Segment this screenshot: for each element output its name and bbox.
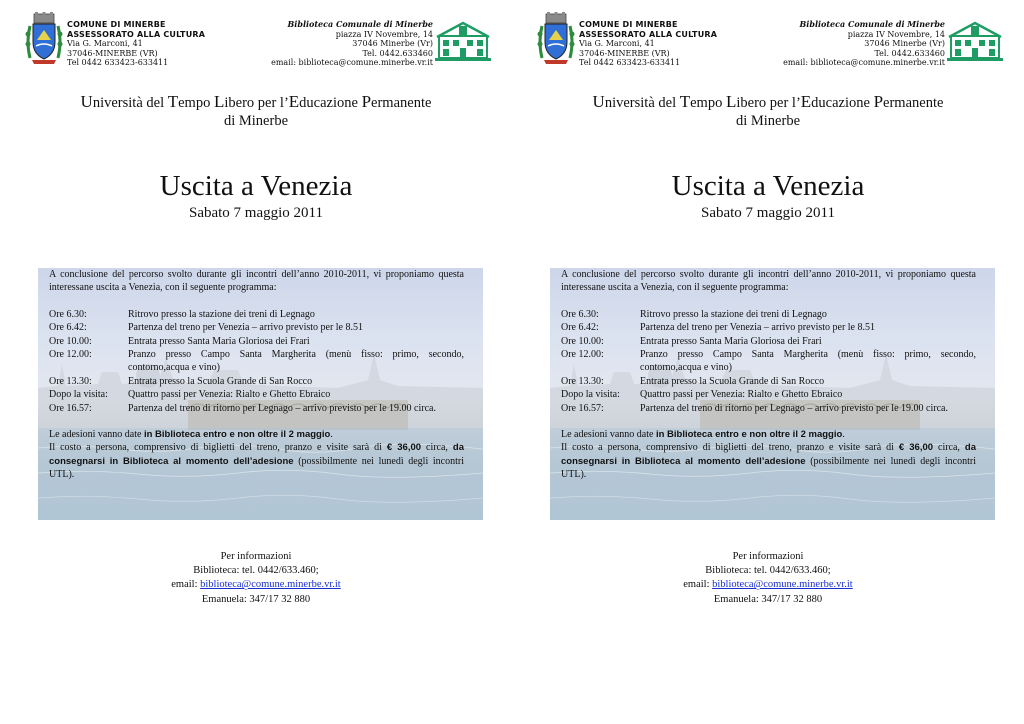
library-name: Biblioteca Comunale di Minerbe	[287, 19, 433, 29]
university-initial: L	[213, 92, 225, 111]
library-header	[762, 20, 945, 68]
library-header	[250, 20, 433, 68]
comune-header	[67, 20, 267, 68]
schedule-description: Entrata presso Santa Maria Gloriosa dei Frari	[640, 335, 822, 347]
schedule-row	[49, 308, 464, 321]
contact-info	[40, 550, 472, 607]
library-city: 37046 Minerbe (Vr)	[352, 39, 433, 49]
email-link[interactable]: biblioteca@comune.minerbe.vr.it	[200, 579, 341, 591]
university-word: ibero per l’	[224, 95, 289, 111]
schedule-row	[561, 348, 976, 375]
schedule-time: Ore 12.00:	[49, 349, 92, 361]
library-city: 37046 Minerbe (Vr)	[864, 39, 945, 49]
university-word: niversità del	[92, 95, 168, 111]
university-initial: E	[800, 92, 812, 111]
schedule-time: Ore 12.00:	[561, 349, 604, 361]
university-word: ermanente	[883, 95, 944, 111]
email-link[interactable]: biblioteca@comune.minerbe.vr.it	[712, 579, 853, 591]
comune-crest-icon	[536, 12, 576, 66]
university-heading	[552, 93, 984, 130]
schedule-description: Ritrovo presso la stazione dei treni di Legnago	[640, 308, 827, 320]
schedule-time: Ore 13.30:	[49, 375, 92, 387]
flyer-right	[512, 0, 1024, 724]
costo-note: Il costo a persona, comprensivo di biglietti del treno, pranzo e visite sarà di € 36,00 circa, da consegnarsi in Biblioteca al momento dell’adesione (possibilmente nei lunedì degli incontri UTL).	[561, 442, 977, 481]
program-section	[561, 268, 976, 482]
schedule-description: Entrata presso Santa Maria Gloriosa dei Frari	[128, 335, 310, 347]
event-title: Uscita a Venezia	[159, 170, 353, 202]
info-biblioteca: Biblioteca: tel. 0442/633.460;	[705, 565, 831, 577]
university-word: niversità del	[604, 95, 680, 111]
university-word: ducazione	[299, 95, 362, 111]
library-name: Biblioteca Comunale di Minerbe	[799, 19, 945, 29]
university-word: empo	[690, 95, 726, 111]
contact-info	[552, 550, 984, 607]
university-heading	[40, 93, 472, 130]
consegna-note: da consegnarsi in Biblioteca al momento dell’adesione	[561, 442, 977, 467]
comune-tel: Tel 0442 633423-633411	[67, 58, 169, 68]
schedule-row	[561, 308, 976, 321]
comune-address: Via G. Marconi, 41	[579, 39, 655, 49]
schedule-description: Partenza del treno per Venezia – arrivo previsto per le 8.51	[128, 322, 363, 334]
event-date: Sabato 7 maggio 2011	[700, 205, 835, 221]
university-word: ducazione	[811, 95, 874, 111]
university-name	[40, 93, 472, 112]
library-address: piazza IV Novembre, 14	[847, 29, 945, 39]
event-title: Uscita a Venezia	[671, 170, 865, 202]
schedule-time: Ore 6.30:	[561, 308, 599, 320]
program-section	[49, 268, 464, 482]
costo-note: Il costo a persona, comprensivo di biglietti del treno, pranzo e visite sarà di € 36,00 circa, da consegnarsi in Biblioteca al momento dell’adesione (possibilmente nei lunedì degli incontri UTL).	[49, 442, 465, 481]
schedule-time: Ore 6.42:	[49, 322, 87, 334]
adesioni-block	[561, 428, 976, 482]
library-tel: Tel. 0442.633460	[874, 48, 945, 58]
info-biblioteca: Biblioteca: tel. 0442/633.460;	[193, 565, 319, 577]
comune-name: COMUNE DI MINERBE	[579, 20, 678, 29]
schedule-time: Ore 10.00:	[49, 335, 92, 347]
schedule-row	[49, 402, 464, 415]
schedule-description: Partenza del treno di ritorno per Legnago – arrivo previsto per le 19.00 circa.	[128, 402, 436, 414]
university-initial: E	[288, 92, 300, 111]
comune-address: Via G. Marconi, 41	[67, 39, 143, 49]
adesioni-deadline: in Biblioteca entro e non oltre il 2 maggio	[655, 429, 843, 441]
schedule-time: Ore 13.30:	[561, 375, 604, 387]
schedule-description: Entrata presso la Scuola Grande di San Rocco	[640, 375, 825, 387]
schedule-time: Dopo la visita:	[561, 389, 620, 401]
comune-tel: Tel 0442 633423-633411	[579, 58, 681, 68]
schedule-row	[561, 321, 976, 334]
schedule-list	[49, 308, 464, 415]
library-email: email: biblioteca@comune.minerbe.vr.it	[783, 58, 945, 68]
schedule-row	[561, 388, 976, 401]
schedule-description: Ritrovo presso la stazione dei treni di Legnago	[128, 308, 315, 320]
consegna-note: da consegnarsi in Biblioteca al momento dell’adesione	[49, 442, 465, 467]
library-building-logo-icon	[435, 20, 491, 62]
adesioni-block	[49, 428, 464, 482]
adesioni-note: Le adesioni vanno date in Biblioteca entro e non oltre il 2 maggio.	[561, 429, 845, 441]
university-initial: U	[592, 92, 605, 111]
schedule-time: Dopo la visita:	[49, 389, 108, 401]
comune-city: 37046-MINERBE (VR)	[67, 48, 158, 58]
comune-crest-icon	[24, 12, 64, 66]
university-name	[552, 93, 984, 112]
schedule-description: Partenza del treno per Venezia – arrivo previsto per le 8.51	[640, 322, 875, 334]
schedule-time: Ore 10.00:	[561, 335, 604, 347]
adesioni-deadline: in Biblioteca entro e non oltre il 2 maggio	[143, 429, 331, 441]
assessorato-name: ASSESSORATO ALLA CULTURA	[579, 29, 718, 39]
event-date: Sabato 7 maggio 2011	[188, 205, 323, 221]
comune-header	[579, 20, 779, 68]
library-building-logo-icon	[947, 20, 1003, 62]
schedule-row	[49, 388, 464, 401]
info-email-line: email: biblioteca@comune.minerbe.vr.it	[171, 579, 341, 591]
university-word: ibero per l’	[736, 95, 801, 111]
library-tel: Tel. 0442.633460	[362, 48, 433, 58]
schedule-description: Pranzo presso Campo Santa Margherita (menù fisso: primo, secondo, contorno,acqua e vino)	[128, 349, 464, 374]
schedule-description: Partenza del treno di ritorno per Legnago – arrivo previsto per le 19.00 circa.	[640, 402, 948, 414]
university-word: ermanente	[371, 95, 432, 111]
info-emanuela: Emanuela: 347/17 32 880	[201, 593, 311, 605]
university-initial: L	[725, 92, 737, 111]
schedule-row	[561, 335, 976, 348]
university-initial: P	[361, 92, 372, 111]
schedule-row	[49, 348, 464, 375]
schedule-description: Entrata presso la Scuola Grande di San Rocco	[128, 375, 313, 387]
university-initial: U	[80, 92, 93, 111]
adesioni-note: Le adesioni vanno date in Biblioteca entro e non oltre il 2 maggio.	[49, 429, 333, 441]
info-title: Per informazioni	[220, 551, 292, 562]
schedule-time: Ore 6.42:	[561, 322, 599, 334]
schedule-row	[561, 375, 976, 388]
schedule-description: Pranzo presso Campo Santa Margherita (menù fisso: primo, secondo, contorno,acqua e vino)	[640, 349, 976, 374]
university-initial: T	[679, 92, 691, 111]
university-word: empo	[178, 95, 214, 111]
university-place: di Minerbe	[223, 113, 289, 129]
university-initial: T	[167, 92, 179, 111]
schedule-row	[49, 321, 464, 334]
info-email-line: email: biblioteca@comune.minerbe.vr.it	[683, 579, 853, 591]
comune-city: 37046-MINERBE (VR)	[579, 48, 670, 58]
schedule-row	[49, 375, 464, 388]
program-intro: A conclusione del percorso svolto durante gli incontri dell’anno 2010-2011, vi proponiamo questa interessane uscita a Venezia, con il seguente programma:	[561, 269, 976, 294]
schedule-description: Quattro passi per Venezia: Rialto e Ghetto Ebraico	[128, 389, 331, 401]
library-address: piazza IV Novembre, 14	[335, 29, 433, 39]
schedule-row	[561, 402, 976, 415]
program-intro: A conclusione del percorso svolto durante gli incontri dell’anno 2010-2011, vi proponiamo questa interessane uscita a Venezia, con il seguente programma:	[49, 269, 464, 294]
schedule-time: Ore 6.30:	[49, 308, 87, 320]
costo-amount: € 36,00	[386, 442, 422, 454]
university-place: di Minerbe	[735, 113, 801, 129]
schedule-list	[561, 308, 976, 415]
info-title: Per informazioni	[732, 551, 804, 562]
schedule-time: Ore 16.57:	[49, 402, 92, 414]
comune-name: COMUNE DI MINERBE	[67, 20, 166, 29]
costo-amount: € 36,00	[898, 442, 934, 454]
schedule-row	[49, 335, 464, 348]
library-email: email: biblioteca@comune.minerbe.vr.it	[271, 58, 433, 68]
university-initial: P	[873, 92, 884, 111]
info-emanuela: Emanuela: 347/17 32 880	[713, 593, 823, 605]
schedule-description: Quattro passi per Venezia: Rialto e Ghetto Ebraico	[640, 389, 843, 401]
assessorato-name: ASSESSORATO ALLA CULTURA	[67, 29, 206, 39]
schedule-time: Ore 16.57:	[561, 402, 604, 414]
